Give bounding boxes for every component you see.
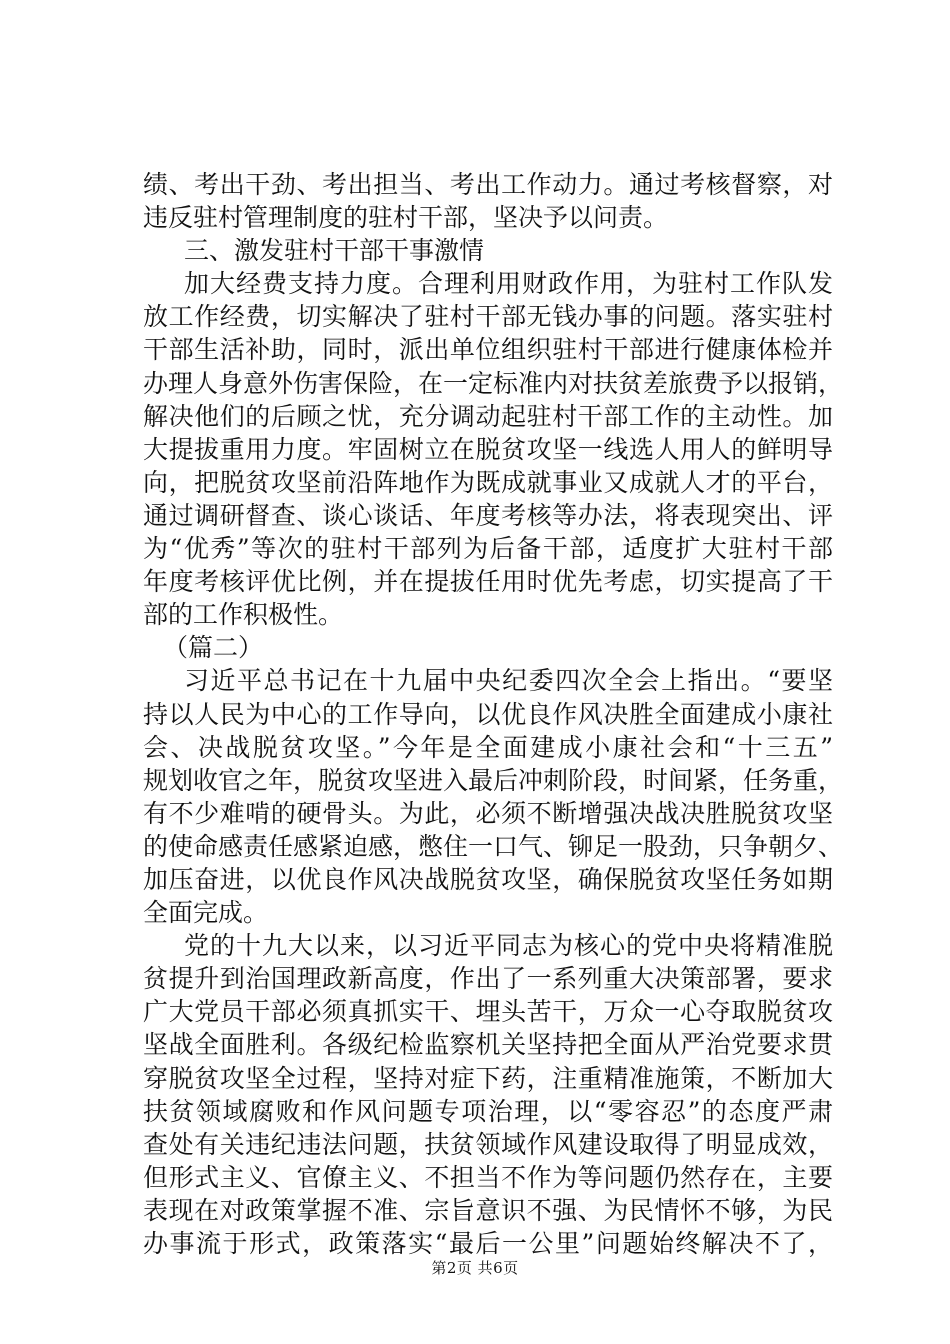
text-line: 干部生活补助，同时，派出单位组织驻村干部进行健康体检并 <box>143 335 833 365</box>
text-line: 办事流于形式，政策落实“最后一公里”问题始终解决不了， <box>143 1229 833 1258</box>
text-line: 扶贫领域腐败和作风问题专项治理，以“零容忍”的态度严肃 <box>143 1096 833 1126</box>
text-line: 向，把脱贫攻坚前沿阵地作为既成就事业又成就人才的平台， <box>143 467 833 497</box>
document-body <box>143 168 844 1260</box>
text-line: 放工作经费，切实解决了驻村干部无钱办事的问题。落实驻村 <box>143 302 833 332</box>
section-heading: 三、激发驻村干部干事激情 <box>184 236 485 266</box>
text-line: 通过调研督查、谈心谈话、年度考核等办法，将表现突出、评 <box>143 500 833 530</box>
text-line: 办理人身意外伤害保险，在一定标准内对扶贫差旅费予以报销， <box>143 368 844 398</box>
text-line: 大提拔重用力度。牢固树立在脱贫攻坚一线选人用人的鲜明导 <box>143 434 833 464</box>
page-footer: 第2页 共6页 <box>431 1259 519 1277</box>
text-line: 的使命感责任感紧迫感，憋住一口气、铆足一股劲，只争朝夕、 <box>143 831 844 861</box>
text-line: 部的工作积极性。 <box>143 600 344 630</box>
text-line: 但形式主义、官僚主义、不担当不作为等问题仍然存在，主要 <box>143 1162 833 1192</box>
text-line: 有不少难啃的硬骨头。为此，必须不断增强决战决胜脱贫攻坚 <box>143 798 833 828</box>
text-line: 解决他们的后顾之忧，充分调动起驻村干部工作的主动性。加 <box>143 401 833 431</box>
text-line: 广大党员干部必须真抓实干、埋头苦干，万众一心夺取脱贫攻 <box>143 997 833 1027</box>
text-line: 加大经费支持力度。合理利用财政作用，为驻村工作队发 <box>184 269 833 299</box>
text-line: 习近平总书记在十九届中央纪委四次全会上指出。“要坚 <box>184 666 833 696</box>
text-line: 年度考核评优比例，并在提拔任用时优先考虑，切实提高了干 <box>143 567 833 597</box>
text-line: 绩、考出干劲、考出担当、考出工作动力。通过考核督察，对 <box>143 170 833 199</box>
part-heading: （篇二） <box>163 633 264 663</box>
text-line: 全面完成。 <box>143 898 269 928</box>
text-line: 持以人民为中心的工作导向，以优良作风决胜全面建成小康社 <box>143 699 833 729</box>
text-line: 加压奋进，以优良作风决战脱贫攻坚，确保脱贫攻坚任务如期 <box>143 864 833 894</box>
text-line: 坚战全面胜利。各级纪检监察机关坚持把全面从严治党要求贯 <box>143 1030 833 1060</box>
text-line: 为“优秀”等次的驻村干部列为后备干部，适度扩大驻村干部 <box>143 534 833 564</box>
text-line: 查处有关违纪违法问题，扶贫领域作风建设取得了明显成效， <box>143 1129 833 1159</box>
text-line: 贫提升到治国理政新高度，作出了一系列重大决策部署，要求 <box>143 964 833 994</box>
text-line: 违反驻村管理制度的驻村干部，坚决予以问责。 <box>143 203 669 233</box>
text-line: 穿脱贫攻坚全过程，坚持对症下药，注重精准施策，不断加大 <box>143 1063 833 1093</box>
text-line: 表现在对政策掌握不准、宗旨意识不强、为民情怀不够，为民 <box>143 1195 833 1225</box>
text-line: 规划收官之年，脱贫攻坚进入最后冲刺阶段，时间紧，任务重， <box>143 765 844 795</box>
text-line: 会、决战脱贫攻坚。”今年是全面建成小康社会和“十三五” <box>143 732 833 762</box>
text-line: 党的十九大以来，以习近平同志为核心的党中央将精准脱 <box>184 931 833 961</box>
